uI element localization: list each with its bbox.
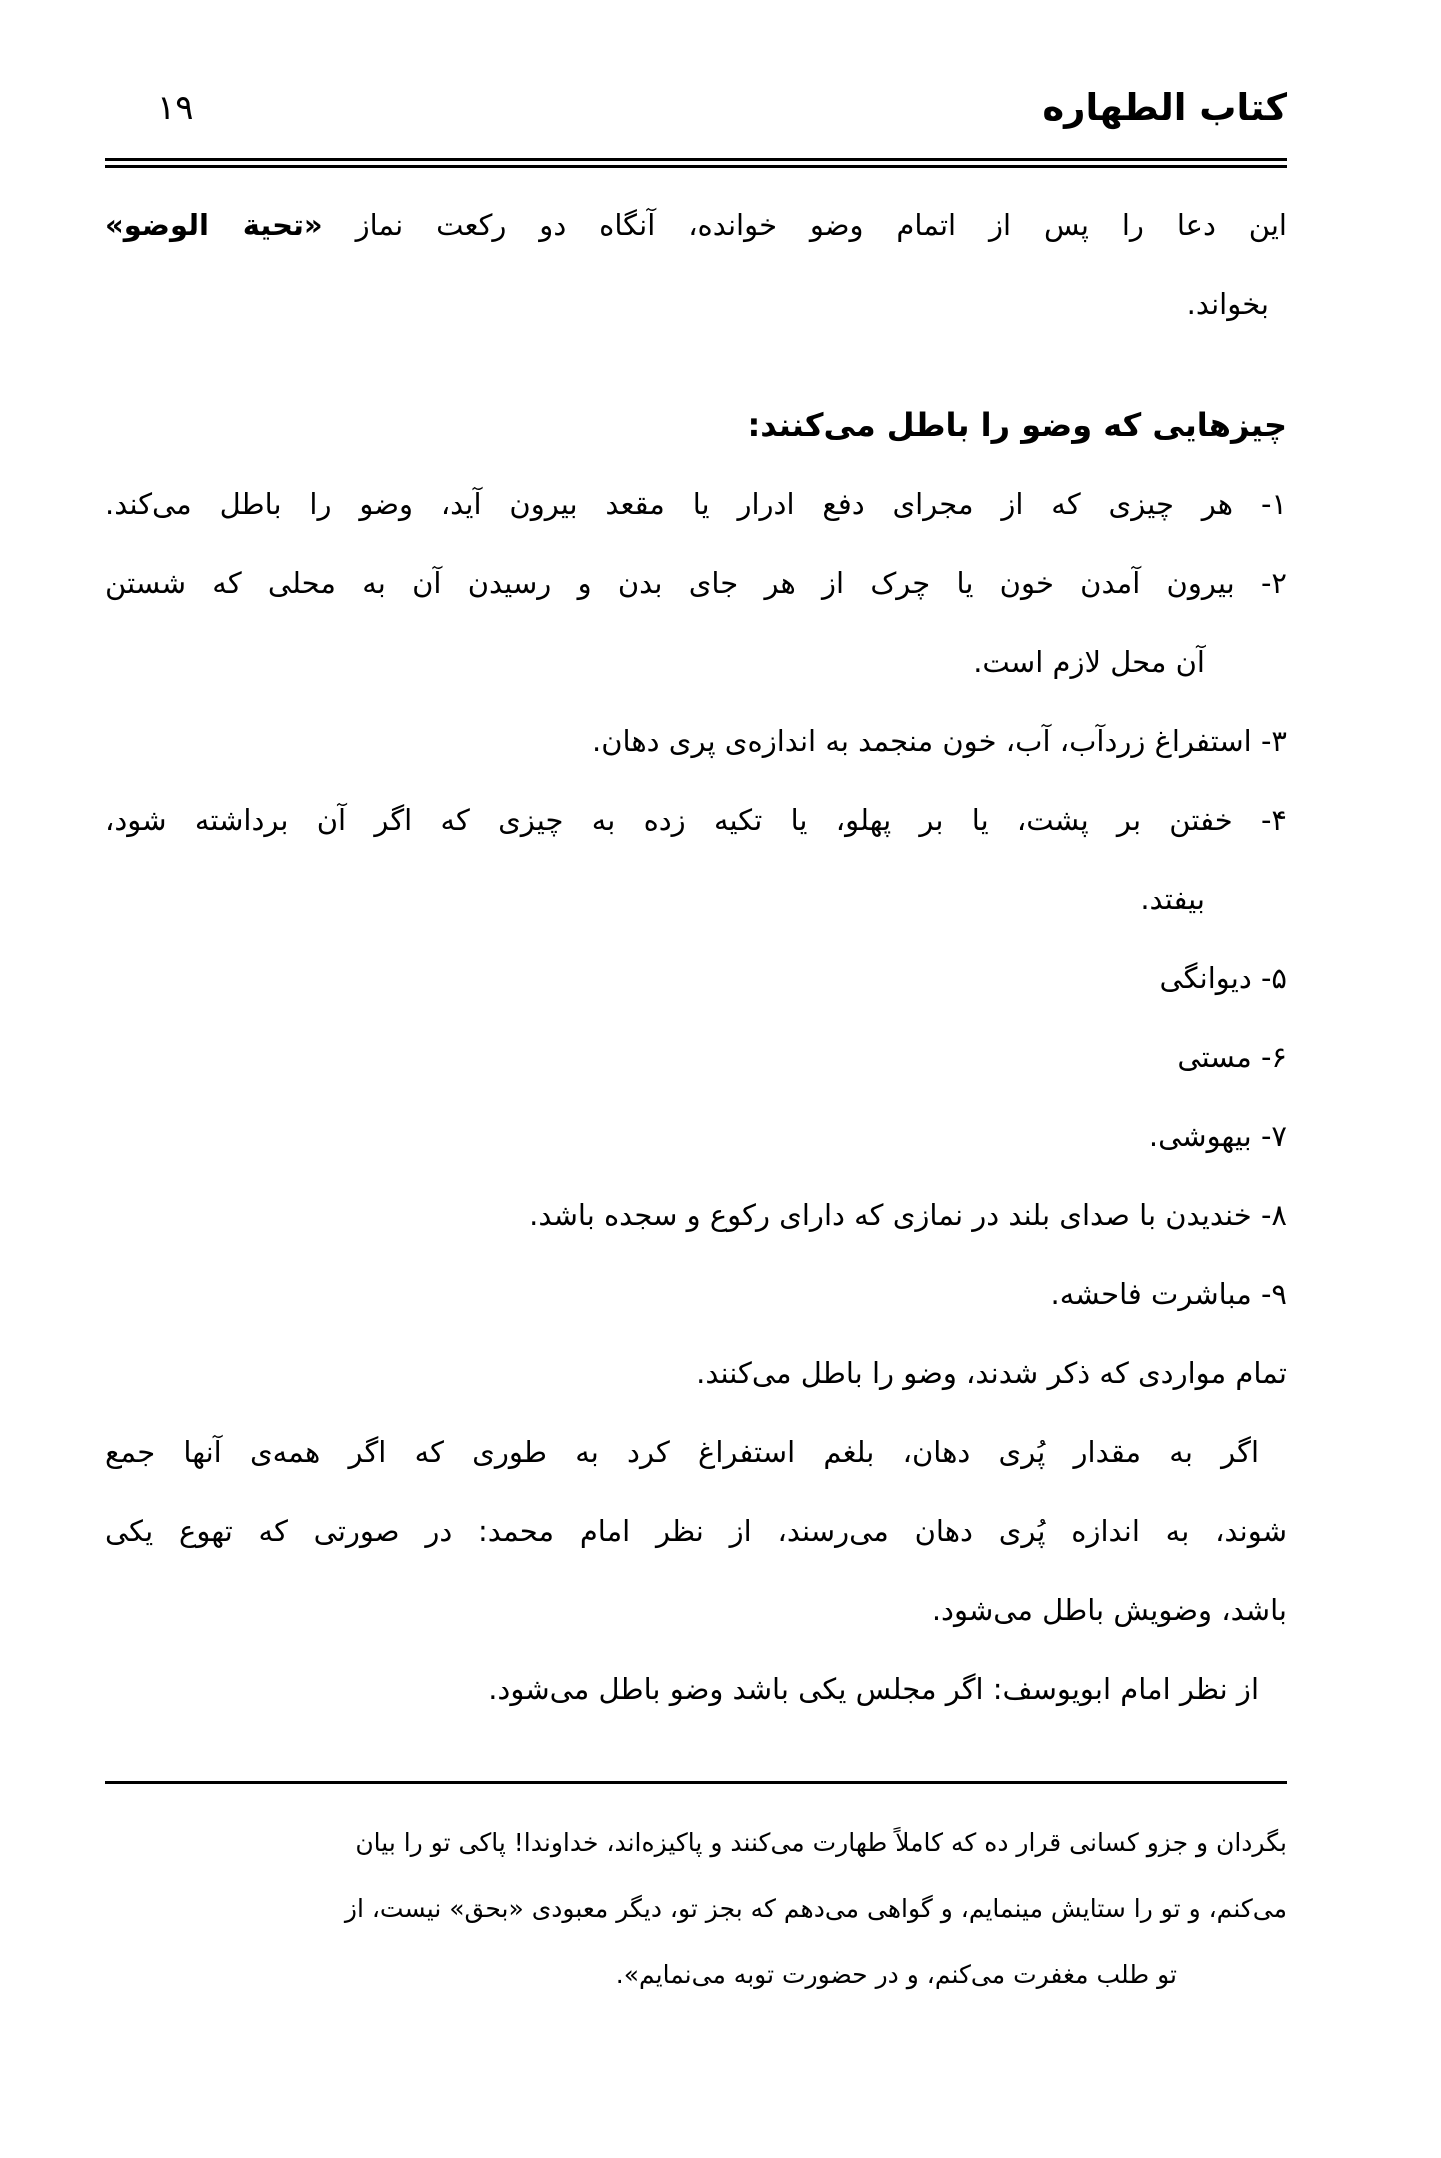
- intro-line-1: [105, 186, 1287, 265]
- ruling-paragraph-line-4: از نظر امام ابویوسف: اگر مجلس یکی باشد وضو باطل می‌شود.: [488, 1672, 1259, 1706]
- footnote-block: [105, 1810, 1287, 2008]
- header-double-rule: [105, 158, 1287, 168]
- ruling-paragraph-line-2: شوند، به اندازه پُری دهان می‌رسند، از نظر امام محمد: در صورتی که تهوع یکی: [105, 1514, 1287, 1548]
- ruling-paragraph-line-1: اگر به مقدار پُری دهان، بلغم استفراغ کرد به طوری که اگر همه‌ی آنها جمع: [105, 1435, 1259, 1469]
- intro-line-2: بخواند.: [1186, 287, 1269, 321]
- quoted-phrase-tahiyat-alwudu: «تحية الوضو»: [105, 208, 323, 242]
- list-item-4-line-2: بیفتد.: [1140, 882, 1205, 916]
- list-item-9: ۹- مباشرت فاحشه.: [1050, 1277, 1287, 1311]
- list-item-1: ۱- هر چیزی که از مجرای دفع ادرار یا مقعد بیرون آید، وضو را باطل می‌کند.: [105, 487, 1287, 521]
- list-item-2-line-1: ۲- بیرون آمدن خون یا چرک از هر جای بدن و رسیدن آن به محلی که شستن: [105, 566, 1287, 600]
- footnote-line-3: تو طلب مغفرت می‌کنم، و در حضورت توبه می‌نمایم».: [615, 1960, 1177, 1989]
- footnote-separator-rule: [105, 1781, 1287, 1784]
- section-heading: چیزهایی که وضو را باطل می‌کنند:: [747, 406, 1287, 444]
- chapter-title: كتاب الطهاره: [1042, 86, 1287, 129]
- page-header: [105, 80, 1287, 136]
- list-item-5: ۵- دیوانگی: [1159, 961, 1287, 995]
- list-item-8: ۸- خندیدن با صدای بلند در نمازی که دارای رکوع و سجده باشد.: [529, 1198, 1287, 1232]
- list-item-7: ۷- بیهوشی.: [1148, 1119, 1287, 1153]
- body-text: [105, 186, 1287, 1729]
- list-summary-line: تمام مواردی که ذکر شدند، وضو را باطل می‌کنند.: [696, 1356, 1287, 1390]
- intro-line-1-text: این دعا را پس از اتمام وضو خوانده، آنگاه دو رکعت نماز: [322, 208, 1287, 242]
- page-content: [105, 0, 1287, 2008]
- list-item-2-line-2: آن محل لازم است.: [973, 645, 1205, 679]
- footnote-line-1: بگردان و جزو کسانی قرار ده که کاملاً طهارت می‌کنند و پاکیزه‌اند، خداوندا! پاکی تو را بیان: [355, 1828, 1287, 1857]
- list-item-3: ۳- استفراغ زردآب، آب، خون منجمد به اندازه‌ی پری دهان.: [592, 724, 1287, 758]
- list-item-4-line-1: ۴- خفتن بر پشت، یا بر پهلو، یا تکیه زده به چیزی که اگر آن برداشته شود،: [105, 803, 1287, 837]
- ruling-paragraph-line-3: باشد، وضویش باطل می‌شود.: [931, 1593, 1287, 1627]
- page-number: ۱۹: [157, 88, 194, 128]
- footnote-line-2: می‌کنم، و تو را ستایش مینمایم، و گواهی می‌دهم که بجز تو، دیگر معبودی «بحق» نیست، از: [344, 1894, 1287, 1923]
- list-item-6: ۶- مستی: [1177, 1040, 1287, 1074]
